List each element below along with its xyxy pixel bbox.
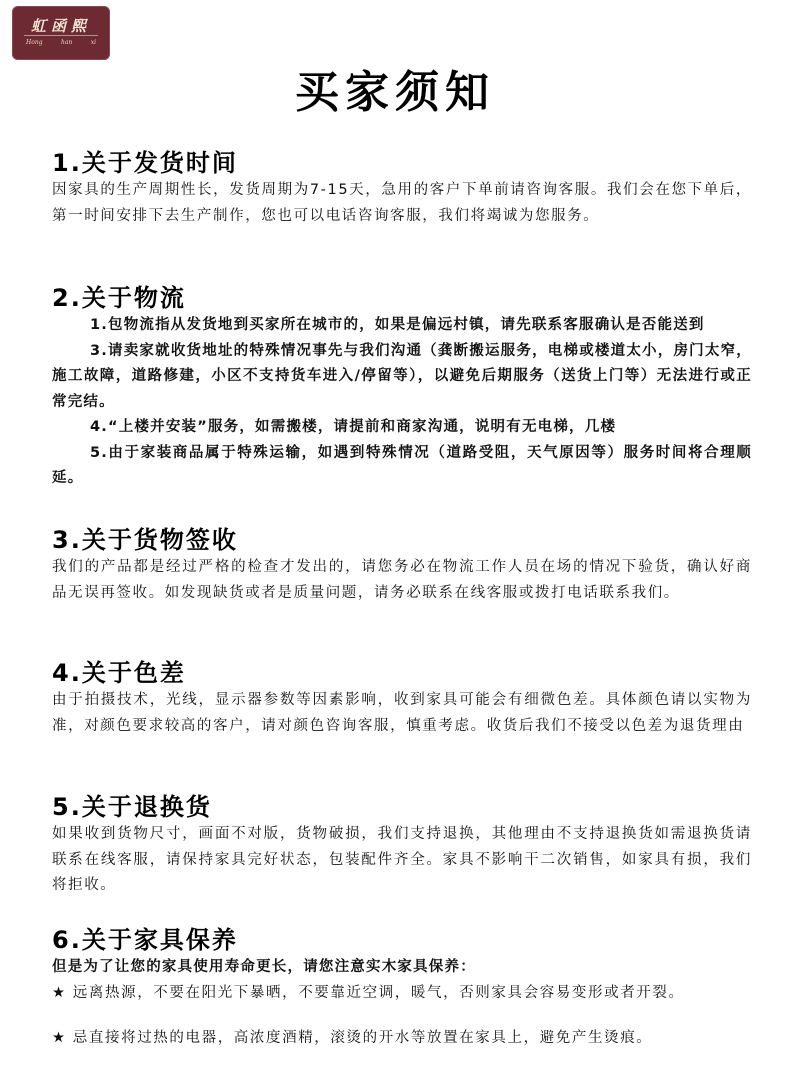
section-shipping-time (52, 148, 752, 229)
spacer (52, 1006, 752, 1026)
logo-sub-1: Hong (26, 39, 43, 46)
logistics-item-4: 4.“上楼并安装”服务，如需搬楼，请提前和商家沟通，说明有无电梯，几楼 (90, 419, 617, 435)
logo-subtitle (26, 39, 96, 46)
logistics-item-5: 5.由于家装商品属于特殊运输，如遇到特殊情况（道路受阻，天气原因等）服务时间将合理顺延。 (52, 444, 752, 486)
section-heading: 3.关于货物签收 (52, 526, 238, 554)
maintenance-intro: 但是为了让您的家具使用寿命更长，请您注意实木家具保养： (52, 959, 476, 975)
brand-logo (12, 6, 110, 60)
logistics-item-3: 3.请卖家就收货地址的特殊情况事先与我们沟通（龚断搬运服务，电梯或楼道太小，房门太窄，施工故障，道路修建，小区不支持货车进入/停留等），以避免后期服务（送货上门等）无法进行或正常完结。 (52, 342, 752, 410)
section-heading: 1.关于发货时间 (52, 149, 238, 177)
logo-sub-2: han (60, 39, 73, 46)
logo-title: 虹函熙 (30, 17, 91, 35)
logo-sub-3: xi (90, 39, 96, 46)
section-receipt (52, 525, 752, 606)
maintenance-tip-1: ★ 远离热源，不要在阳光下暴晒，不要靠近空调，暖气，否则家具会容易变形或者开裂。 (52, 984, 685, 1001)
logo-divider (24, 35, 98, 36)
section-paragraph: 由于拍摄技术，光线，显示器参数等因素影响，收到家具可能会有细微色差。具体颜色请以实物为准，对颜色要求较高的客户，请对颜色咨询客服，慎重考虑。收货后我们不接受以色差为退货理由 (52, 692, 752, 734)
section-paragraph: 因家具的生产周期性长，发货周期为7-15天，急用的客户下单前请咨询客服。我们会在您下单后，第一时间安排下去生产制作，您也可以电话咨询客服，我们将竭诚为您服务。 (52, 182, 752, 224)
section-heading: 4.关于色差 (52, 659, 186, 687)
section-logistics (52, 283, 752, 492)
section-color-difference (52, 658, 752, 739)
section-maintenance (52, 925, 752, 1052)
section-returns (52, 792, 752, 899)
section-heading: 6.关于家具保养 (52, 926, 238, 954)
section-heading: 2.关于物流 (52, 284, 186, 312)
section-paragraph: 我们的产品都是经过严格的检查才发出的，请您务必在物流工作人员在场的情况下验货，确认好商品无误再签收。如发现缺货或者是质量问题，请务必联系在线客服或拨打电话联系我们。 (52, 559, 752, 601)
section-heading: 5.关于退换货 (52, 793, 212, 821)
section-paragraph: 如果收到货物尺寸，画面不对版，货物破损，我们支持退换，其他理由不支持退换货如需退换货请联系在线客服，请保持家具完好状态，包装配件齐全。家具不影响干二次销售，如家具有损，我们将拒收。 (52, 826, 752, 893)
maintenance-tip-2: ★ 忌直接将过热的电器，高浓度酒精，滚烫的开水等放置在家具上，避免产生烫痕。 (52, 1030, 653, 1046)
page-title: 买家须知 (295, 67, 495, 118)
logistics-item-1: 1.包物流指从发货地到买家所在城市的，如果是偏远村镇，请先联系客服确认是否能送到 (90, 317, 705, 333)
